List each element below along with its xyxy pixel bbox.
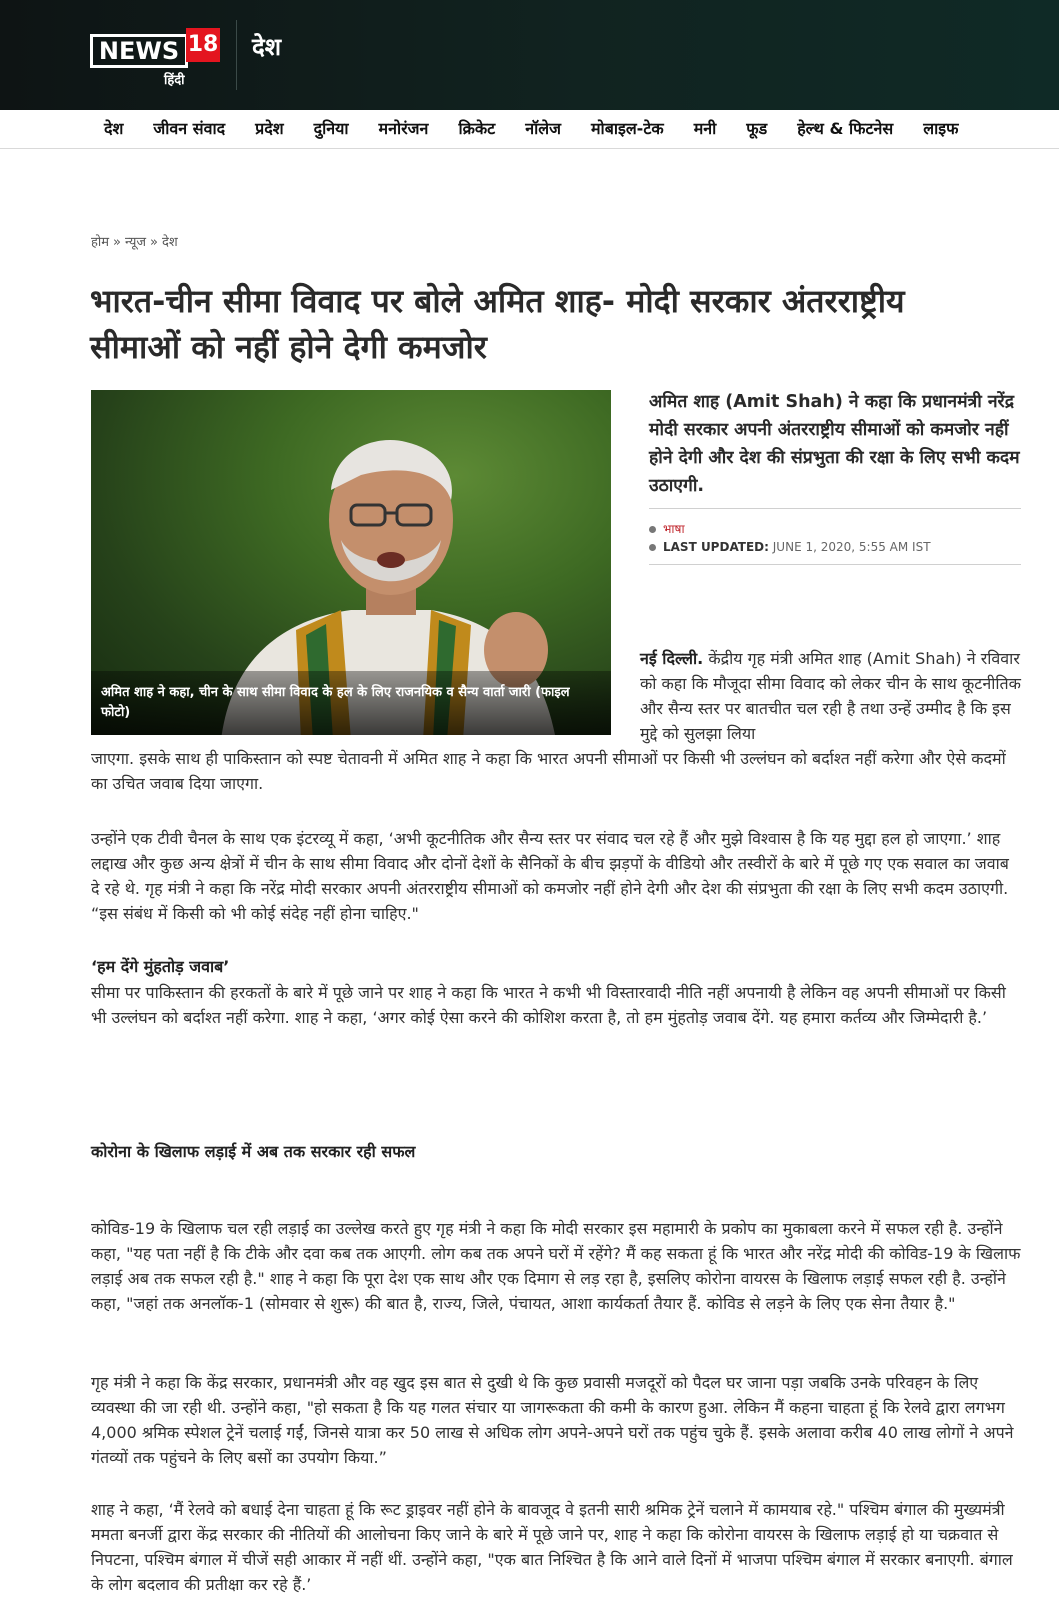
nav-item-cricket[interactable]: क्रिकेट (458, 119, 496, 138)
article-headline: भारत-चीन सीमा विवाद पर बोले अमित शाह- मोदी सरकार अंतरराष्ट्रीय सीमाओं को नहीं होने देगी कमजोर (90, 282, 905, 366)
subheading: कोरोना के खिलाफ लड़ाई में अब तक सरकार रही सफल (91, 1142, 416, 1161)
site-header (0, 0, 1059, 110)
image-caption: अमित शाह ने कहा, चीन के साथ सीमा विवाद के हल के लिए राजनयिक व सैन्य वार्ता जारी (फाइल फोटो) (91, 671, 611, 735)
nav-item-duniya[interactable]: दुनिया (313, 119, 349, 138)
paragraph: उन्होंने एक टीवी चैनल के साथ एक इंटरव्यू में कहा, ‘अभी कूटनीतिक और सैन्य स्तर पर संवाद चल रहे हैं और मुझे विश्वास है कि यह मुद्दा हल हो जाएगा.’ शाह लद्दाख और कुछ अन्य क्षेत्रों में चीन के साथ सीमा विवाद और दोनों देशों के सैनिकों के बीच झड़पों के वीडियो और तस्वीरों के बारे में पूछे गए एक सवाल का जवाब दे रहे थे. गृह मंत्री ने कहा कि नरेंद्र मोदी सरकार अपनी अंतरराष्ट्रीय सीमाओं को कमजोर नहीं होने देगी और देश की संप्रभुता की रक्षा के लिए सभी कदम उठाएगी. “इस संबंध में किसी को भी कोई संदेह नहीं होना चाहिए." (91, 829, 1009, 923)
source-link[interactable]: भाषा (663, 522, 685, 536)
paragraph: शाह ने कहा, ‘मैं रेलवे को बधाई देना चाहता हूं कि रूट ड्राइवर नहीं होने के बावजूद वे इतनी सारी श्रमिक ट्रेनें चलाने में कामयाब रहे." पश्चिम बंगाल की मुख्यमंत्री ममता बनर्जी द्वारा केंद्र सरकार की नीतियों की आलोचना किए जाने के बारे में पूछे जाने पर, शाह ने कहा कि कोरोना वायरस के खिलाफ लड़ाई हो या चक्रवात से निपटना, पश्चिम बंगाल में चीजें सही आकार में नहीं थीं. उन्होंने कहा, "एक बात निश्चित है कि आने वाले दिनों में भाजपा पश्चिम बंगाल में सरकार बनाएगी. बंगाल के लोग बदलाव की प्रतीक्षा कर रहे हैं.’ (91, 1500, 1013, 1594)
logo-subtitle: हिंदी (164, 73, 185, 88)
updated-label: LAST UPDATED: (663, 540, 769, 554)
bullet-icon (649, 544, 656, 551)
nav-item-pradesh[interactable]: प्रदेश (255, 119, 284, 138)
breadcrumb-separator: » (113, 235, 122, 250)
paragraph: सीमा पर पाकिस्तान की हरकतों के बारे में पूछे जाने पर शाह ने कहा कि भारत ने कभी भी विस्तारवादी नीति नहीं अपनायी है लेकिन वह अपनी सीमाओं पर किसी भी उल्लंघन को बर्दाश्त नहीं करेगा. शाह ने कहा, ‘अगर कोई ऐसा करने की कोशिश करता है, तो हम मुंहतोड़ जवाब देंगे. यह हमारा कर्तव्य और जिम्मेदारी है.’ (91, 983, 1006, 1027)
nav-item-knowledge[interactable]: नॉलेज (525, 119, 561, 138)
logo-number: 18 (186, 28, 220, 62)
updated-line (649, 540, 931, 554)
subheading: ‘हम देंगे मुंहतोड़ जवाब’ (91, 957, 230, 976)
article-image (91, 390, 611, 735)
nav-item-jeevan-samvad[interactable]: जीवन संवाद (153, 119, 226, 138)
paragraph: जाएगा. इसके साथ ही पाकिस्तान को स्पष्ट चेतावनी में अमित शाह ने कहा कि भारत अपनी सीमाओं पर किसी भी उल्लंघन को बर्दाश्त नहीं करेगा और ऐसे कदमों का उचित जवाब दिया जाएगा. (91, 749, 1006, 793)
breadcrumb-separator: » (150, 235, 159, 250)
header-divider (236, 20, 237, 90)
article-summary: अमित शाह (Amit Shah) ने कहा कि प्रधानमंत्री नरेंद्र मोदी सरकार अपनी अंतरराष्ट्रीय सीमाओं को कमजोर नहीं होने देगी और देश की संप्रभुता की रक्षा के लिए सभी कदम उठाएगी. (649, 392, 1020, 496)
paragraph: गृह मंत्री ने कहा कि केंद्र सरकार, प्रधानमंत्री और वह खुद इस बात से दुखी थे कि कुछ प्रवासी मजदूरों को पैदल घर जाना पड़ा जबकि उनके परिवहन के लिए व्यवस्था की जा रही थी. उन्होंने कहा, "हो सकता है कि यह गलत संचार या जागरूकता की कमी के कारण हुआ. लेकिन मैं कहना चाहता हूं कि रेलवे द्वारा लगभग 4,000 श्रमिक स्पेशल ट्रेनें चलाई गईं, जिनसे यात्रा कर 50 लाख से अधिक लोग अपने-अपने घरों तक पहुंच चुके हैं. इसके अलावा करीब 40 लाख लोगों ने अपने गंतव्यों तक पहुंचने के लिए बसों का उपयोग किया.” (91, 1373, 1014, 1467)
lead-text: केंद्रीय गृह मंत्री अमित शाह (Amit Shah) ने रविवार को कहा कि मौजूदा सीमा विवाद को लेकर चीन के साथ कूटनीतिक और सैन्य स्तर पर बातचीत चल रही है तथा उन्हें उम्मीद है कि इस मुद्दे को सुलझा लिया (640, 649, 1021, 743)
nav-item-money[interactable]: मनी (693, 119, 717, 138)
source-line (649, 520, 685, 537)
nav-item-life[interactable]: लाइफ (923, 119, 959, 138)
updated-value: JUNE 1, 2020, 5:55 AM IST (772, 540, 931, 554)
breadcrumb-news[interactable]: न्यूज (125, 235, 147, 250)
nav-item-food[interactable]: फूड (746, 119, 768, 138)
dateline: नई दिल्ली. (640, 649, 704, 668)
nav-item-health-fitness[interactable]: हेल्थ & फिटनेस (797, 119, 894, 138)
news18-logo[interactable] (90, 28, 220, 86)
section-title[interactable]: देश (252, 33, 282, 61)
paragraph: कोविड-19 के खिलाफ चल रही लड़ाई का उल्लेख करते हुए गृह मंत्री ने कहा कि मोदी सरकार इस महामारी के प्रकोप का मुकाबला करने में सफल रही है. उन्होंने कहा, "यह पता नहीं है कि टीके और दवा कब तक आएगी. लोग कब तक अपने घरों में रहेंगे? मैं कह सकता हूं कि भारत और नरेंद्र मोदी की कोविड-19 के खिलाफ लड़ाई अब तक सफल रही है." शाह ने कहा कि पूरा देश एक साथ और एक दिमाग से लड़ रहा है, इसलिए कोरोना वायरस के खिलाफ लड़ाई सफल रही है. उन्होंने कहा, "जहां तक अनलॉक-1 (सोमवार से शुरू) की बात है, राज्य, जिले, पंचायत, आशा कार्यकर्ता तैयार हैं. कोविड से लड़ने के लिए एक सेना तैयार है." (91, 1219, 1021, 1313)
nav-item-mobile-tech[interactable]: मोबाइल-टेक (590, 119, 664, 138)
breadcrumb (91, 232, 178, 250)
breadcrumb-home[interactable]: होम (91, 235, 110, 250)
breadcrumb-section[interactable]: देश (162, 235, 178, 250)
divider (649, 508, 1021, 509)
nav-item-manoranjan[interactable]: मनोरंजन (378, 119, 429, 138)
logo-text: NEWS (90, 34, 188, 68)
article-lead (640, 646, 1022, 746)
nav-item-desh[interactable]: देश (104, 119, 124, 138)
main-nav (0, 110, 1059, 149)
divider (649, 564, 1021, 565)
bullet-icon (649, 526, 656, 533)
